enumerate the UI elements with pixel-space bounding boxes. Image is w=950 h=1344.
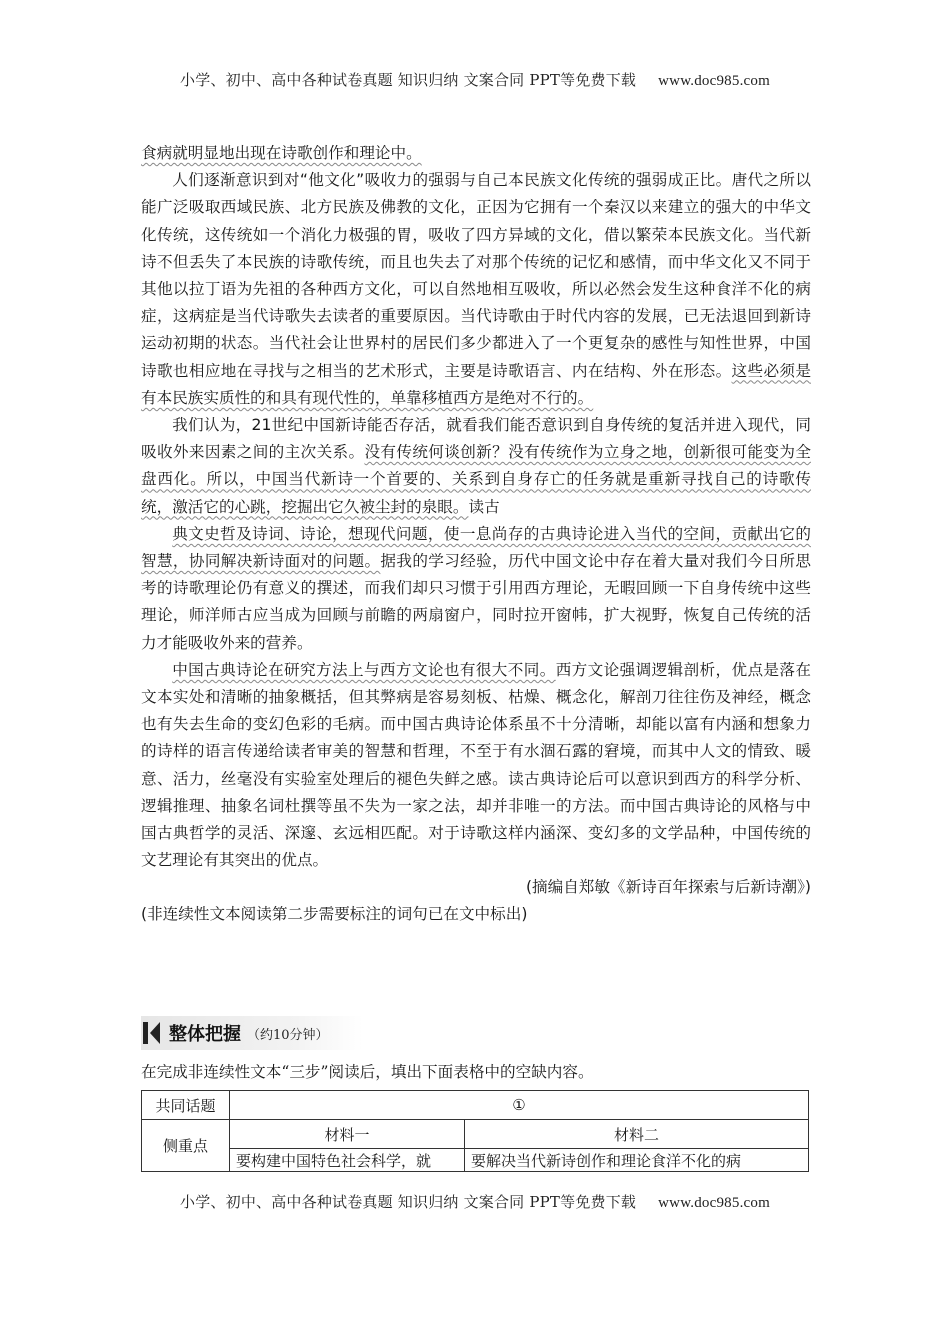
article-body [141,140,811,928]
section-heading [141,1016,363,1050]
table-cell: 侧重点 [142,1120,230,1172]
section-marker-icon [143,1022,161,1044]
instruction-text: 在完成非连续性文本“三步”阅读后，填出下面表格中的空缺内容。 [141,1063,594,1081]
annotation-note: (非连续性文本阅读第二步需要标注的词句已在文中标出) [141,905,528,924]
table-row [142,1120,809,1149]
source-citation: (摘编自郑敏《新诗百年探索与后新诗潮》) [525,878,811,897]
table-row [142,1149,809,1172]
table-header-cell: 材料一 [230,1120,465,1149]
page-header [0,69,950,90]
table-cell: 要解决当代新诗创作和理论食洋不化的病 [465,1149,809,1172]
answer-blank-cell[interactable]: ① [230,1091,809,1120]
footer-url[interactable]: www.doc985.com [658,1195,770,1211]
header-text: 小学、初中、高中各种试卷真题 知识归纳 文案合同 PPT等免费下载 [180,71,637,89]
wavy-marked-text: 这些必须是有本民族实质性的和具有现代性的，单靠移植西方是绝对不行的。 [141,361,811,407]
table-cell: 共同话题 [142,1091,230,1120]
table-cell: 要构建中国特色社会科学，就 [230,1149,465,1172]
answer-table [141,1090,809,1172]
paragraph-1: 人们逐渐意识到对“他文化”吸收力的强弱与自己本民族文化传统的强弱成正比。唐代之所以能广泛吸取西域民族、北方民族及佛教的文化，正因为它拥有一个秦汉以来建立的强大的中华文化传统，这传统如一个消化力极强的胃，吸收了四方异域的文化，借以繁荣本民族文化。当代新诗不但丢失了本民族的诗歌传统，而且也失去了对那个传统的记忆和感情，而中华文化又不同于其他以拉丁语为先祖的各种西方文化，可以自然地相互吸收，所以必然会发生这种食洋不化的病症，这病症是当代诗歌失去读者的重要原因。当代诗歌由于时代内容的发展，已无法退回到新诗运动初期的状态。当代社会让世界村的居民们多少都进入了一个更复杂的感性与知性世界，中国诗歌也相应地在寻找与之相当的艺术形式，主要是诗歌语言、内在结构、外在形态。这些必须是有本民族实质性的和具有现代性的，单靠移植西方是绝对不行的。 [141,171,811,407]
header-url[interactable]: www.doc985.com [658,73,770,89]
paragraph-3: 典文史哲及诗词、诗论，想现代问题，使一息尚存的古典诗论进入当代的空间，贡献出它的智慧，协同解决新诗面对的问题。据我的学习经验，历代中国文论中存在着大量对我们今日所思考的诗歌理论仍有意义的撰述，而我们却只习惯于引用西方理论，无暇回顾一下自身传统中这些理论，师洋师古应当成为回顾与前瞻的两扇窗户，同时拉开窗帏，扩大视野，恢复自己传统的活力才能吸收外来的营养。 [141,524,811,652]
paragraph-2: 我们认为，21世纪中国新诗能否存活，就看我们能否意识到自身传统的复活并进入现代，同吸收外来因素之间的主次关系。没有传统何谈创新？没有传统作为立身之地，创新很可能变为全盘西化。所以，中国当代新诗一个首要的、关系到自身存亡的任务就是重新寻找自己的诗歌传统，激活它的心跳，挖掘出它久被尘封的泉眼。读古 [141,416,811,516]
page-footer [0,1191,950,1212]
footer-text: 小学、初中、高中各种试卷真题 知识归纳 文案合同 PPT等免费下载 [180,1193,637,1211]
wavy-marked-text: 没有传统何谈创新？没有传统作为立身之地，创新很可能变为全盘西化。所以，中国当代新诗一个首要的、关系到自身存亡的任务就是重新寻找自己的诗歌传统，激活它的心跳，挖掘出它久被尘封的泉眼。 [141,443,811,516]
section-time: （约10分钟） [247,1027,329,1043]
paragraph-0 [141,140,811,167]
wavy-marked-text: 典文史哲及诗词、诗论，想现代问题，使一息尚存的古典诗论进入当代的空间，贡献出它的智慧，协同解决新诗面对的问题。 [141,524,811,571]
wavy-marked-text: 中国古典诗论在研究方法上与西方文论也有很大不同。 [172,660,556,679]
section-title: 整体把握 [169,1024,241,1045]
table-header-cell: 材料二 [465,1120,809,1149]
wavy-marked-text: 食病就明显地出现在诗歌创作和理论中。 [141,144,422,162]
table-row [142,1091,809,1120]
paragraph-4: 中国古典诗论在研究方法上与西方文论也有很大不同。西方文论强调逻辑剖析，优点是落在文本实处和清晰的抽象概括，但其弊病是容易刻板、枯燥、概念化，解剖刀往往伤及神经，概念也有失去生命的变幻色彩的毛病。而中国古典诗论体系虽不十分清晰，却能以富有内涵和想象力的诗样的语言传递给读者审美的智慧和哲理，不至于有水涸石露的窘境，而其中人文的情致、暖意、活力，丝毫没有实验室处理后的褪色失鲜之感。读古典诗论后可以意识到西方的科学分析、逻辑推理、抽象名词杜撰等虽不失为一家之法，却并非唯一的方法。而中国古典诗论的风格与中国古典哲学的灵活、深邃、玄远相匹配。对于诗歌这样内涵深、变幻多的文学品种，中国传统的文艺理论有其突出的优点。 [141,660,811,870]
